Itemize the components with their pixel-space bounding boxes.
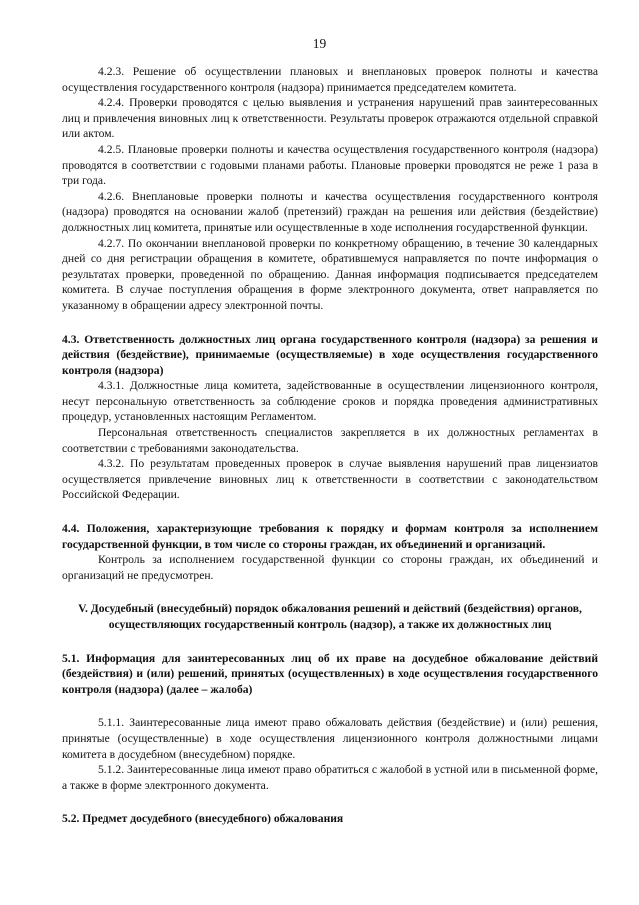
paragraph-4-3-1: 4.3.1. Должностные лица комитета, задействованные в осуществлении лицензионного контроля, несут персональную ответственность за соблюдение сроков и порядка проведения административных процедур, установленных настоящим Регламентом. — [62, 379, 598, 424]
paragraph-personal-responsibility: Персональная ответственность специалистов закрепляется в их должностных регламентах в соответствии с требованиями законодательства. — [62, 426, 598, 455]
paragraph-4-2-4: 4.2.4. Проверки проводятся с целью выявления и устранения нарушений прав заинтересованных лиц и привлечения виновных лиц к ответственности. Результаты проверок отражаются отдельной справкой или актом. — [62, 96, 598, 141]
paragraph-4-3-2: 4.3.2. По результатам проведенных проверок в случае выявления нарушений прав лицензиатов осуществляется привлечение виновных лиц к ответственности в соответствии с законодательством Российской Федерации. — [62, 457, 598, 502]
paragraph-5-1-1: 5.1.1. Заинтересованные лица имеют право обжаловать действия (бездействие) и (или) решения, принятые (осуществленные) в ходе осуществления лицензионного контроля должностными лицами комитета в досудебном (внесудебном) порядке. — [62, 716, 598, 761]
paragraph-4-2-5: 4.2.5. Плановые проверки полноты и качества осуществления государственного контроля (надзора) проводятся в соответствии с годовыми планами работы. Плановые проверки проводятся не реже 1 раза в три года. — [62, 142, 598, 188]
section-v-title: V. Досудебный (внесудебный) порядок обжалования решений и действий (бездействия) органов, осуществляющих государственный контроль (надзор), а также их должностных лиц — [78, 602, 582, 631]
heading-5-2: 5.2. Предмет досудебного (внесудебного) обжалования — [62, 812, 344, 826]
paragraph-4-2-7: 4.2.7. По окончании внеплановой проверки по конкретному обращению, в течение 30 календарных дней со дня регистрации обращения в комитете, обратившемуся направляется по почте информация о результатах проверки, проведенной по обращению. Данная информация подписывается председателем комитета. В случае поступления обращения в форме электронного документа, ответ направляется по указанному в обращении адресу электронной почты. — [62, 236, 598, 312]
document-body — [62, 64, 598, 827]
paragraph-4-2-3: 4.2.3. Решение об осуществлении плановых и внеплановых проверок полноты и качества осуществления государственного контроля (надзора) принимается председателем комитета. — [62, 65, 598, 94]
heading-4-4: 4.4. Положения, характеризующие требования к порядку и формам контроля за исполнением государственной функции, в том числе со стороны граждан, их объединений и организаций. — [62, 522, 598, 551]
paragraph-5-1-2: 5.1.2. Заинтересованные лица имеют право обратиться с жалобой в устной или в письменной форме, а также в форме электронного документа. — [62, 763, 598, 792]
paragraph-4-2-6: 4.2.6. Внеплановые проверки полноты и качества осуществления государственного контроля (надзора) проводятся на основании жалоб (претензий) граждан на решения или действия (бездействие) должностных лиц комитета, принятые или осуществленные в ходе исполнения государственной функции. — [62, 189, 598, 234]
heading-5-1: 5.1. Информация для заинтересованных лиц об их праве на досудебное обжалование действий (бездействия) и (или) решений, принятых (осуществленных) в ходе осуществления государственного контроля (надзора) (далее – жалоба) — [62, 651, 598, 696]
paragraph-control-citizens: Контроль за исполнением государственной функции со стороны граждан, их объединений и организаций не предусмотрен. — [62, 553, 598, 582]
page-number: 19 — [312, 36, 327, 51]
heading-4-3: 4.3. Ответственность должностных лиц органа государственного контроля (надзора) за решения и действия (бездействие), принимаемые (осуществляемые) в ходе осуществления государственного контроля (надзора) — [62, 332, 598, 377]
